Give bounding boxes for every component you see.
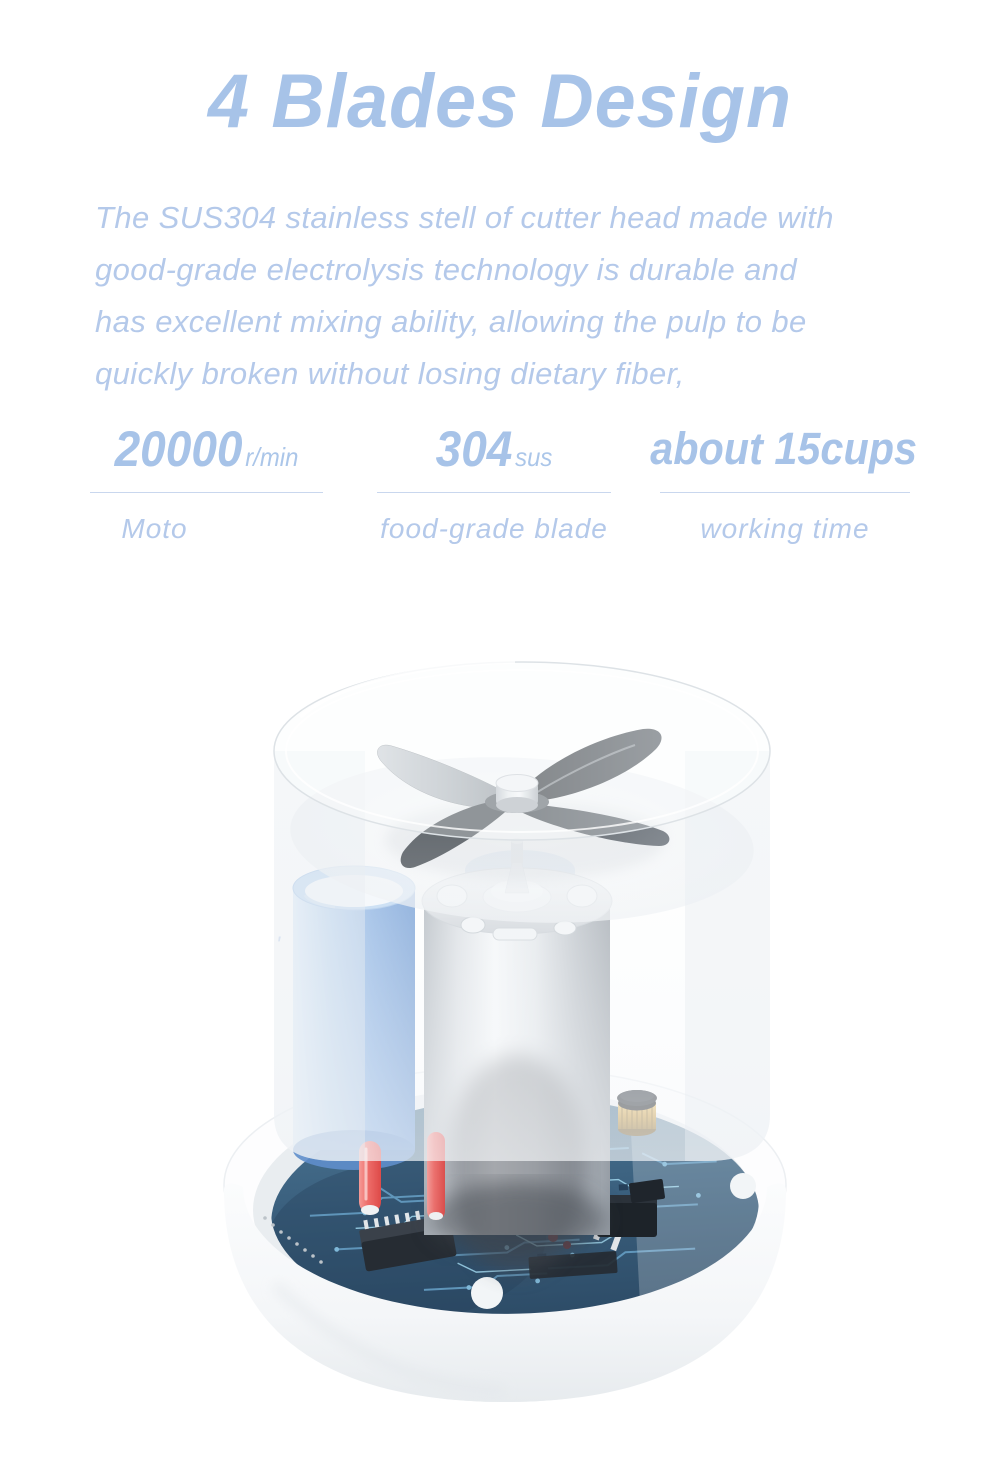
- product-illustration: [215, 645, 795, 1435]
- stat-value: about 15cups: [650, 423, 918, 474]
- stat-label: food-grade blade: [380, 513, 608, 544]
- stat-value: 20000 r/min: [114, 421, 299, 477]
- pcb-notch: [730, 1173, 756, 1199]
- page-title: 4 Blades Design: [207, 59, 793, 144]
- stat-divider-line: [90, 492, 323, 493]
- feature-description: [95, 192, 935, 400]
- stat-blade-material: [377, 420, 611, 545]
- stat-label: Moto: [121, 513, 188, 544]
- transparent-cup: [274, 662, 770, 1161]
- description-line: has excellent mixing ability, allowing the pulp to be: [95, 304, 807, 339]
- blender-exploded-view: [215, 645, 795, 1435]
- stat-working-time: [650, 420, 918, 545]
- stat-motor-speed: [90, 420, 323, 545]
- description-line: good-grade electrolysis technology is durable and: [95, 252, 798, 287]
- pcb-notch: [471, 1277, 503, 1309]
- spec-stats-row: [0, 420, 1000, 560]
- description-line: The SUS304 stainless stell of cutter head made with: [95, 200, 834, 235]
- stat-divider-line: [660, 492, 910, 493]
- stat-label: working time: [700, 513, 870, 544]
- stat-divider-line: [377, 492, 611, 493]
- stat-value: 304 sus: [435, 421, 553, 477]
- description-line: quickly broken without losing dietary fiber,: [95, 356, 685, 391]
